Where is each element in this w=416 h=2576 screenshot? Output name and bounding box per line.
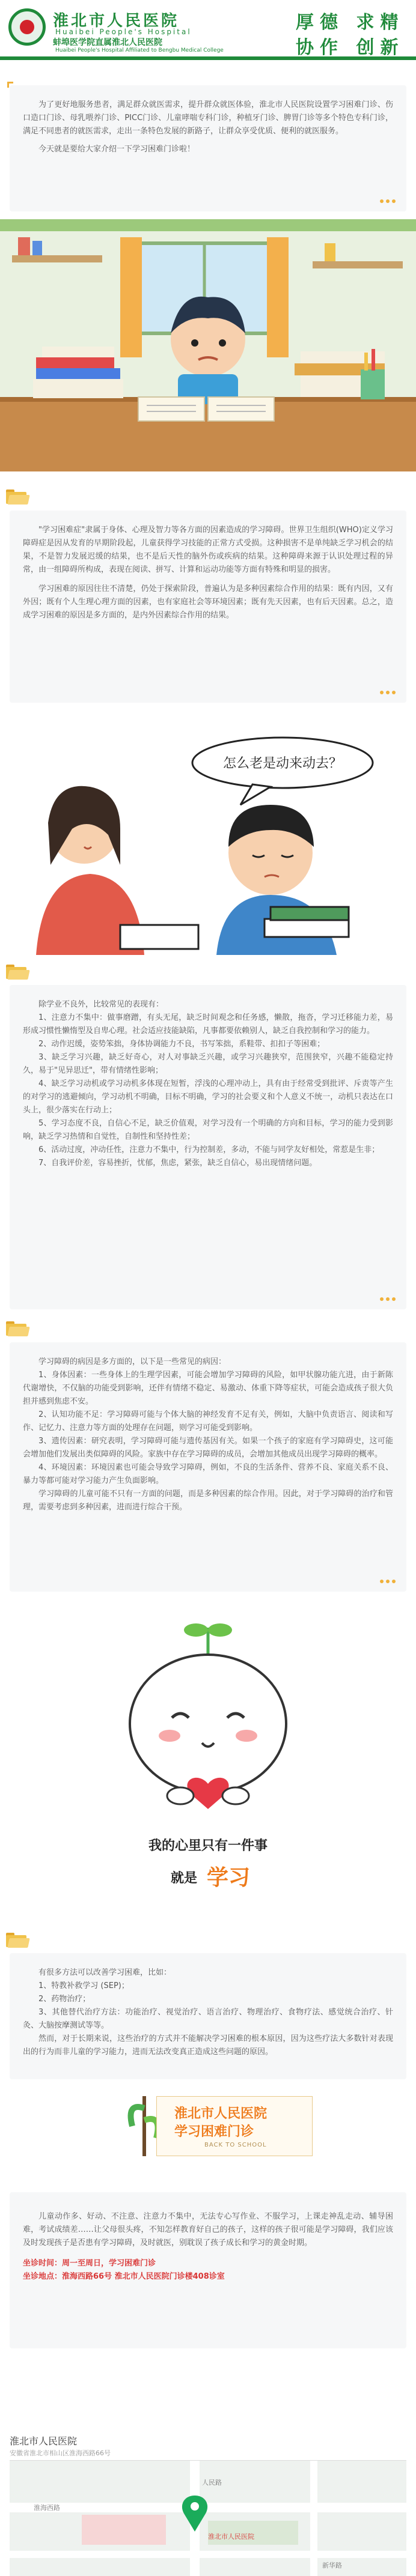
folder-divider-icon <box>6 965 30 980</box>
clinic-place-row <box>23 2270 393 2284</box>
folder-divider-icon <box>6 1321 30 1337</box>
definition-paragraph-2: 学习困难的原因往往不清楚，仍处于探索阶段，普遍认为是多种因素综合作用的结果：既有内因，又有外因；既有个人生理心理方面的因素，也有家庭社会等环境因素；既有先天因素，也有后天因素。总之，造成学习困难的原因是多方面的，是内外因素综合作用的结果。 <box>23 584 393 620</box>
illustration-text-2: 就是 <box>170 1871 198 1886</box>
folder-divider-icon <box>6 1933 30 1948</box>
illustration-mother-child <box>0 727 416 955</box>
treatment-item: 3、其他替代治疗方法：功能治疗、视觉治疗、语言治疗、物理治疗、食物疗法、感觉统合治疗、针灸、大脑按摩测试等等。 <box>23 2008 393 2030</box>
definition-card <box>10 511 406 703</box>
clinic-paragraph: 儿童动作多、好动、不注意、注意力不集中，无法专心写作业、不服学习，上课走神乱走动、辅导困难，考试成绩差……让父母很头疼，不知怎样教育好自己的孩子，这样的孩子很可能是学习障碍，我们应该及时发现孩子是否患有学习障碍，及时就医，别耽误了孩子成长和学习的黄金时期。 <box>23 2212 393 2247</box>
treatment-item: 1、特教补救学习 (SEP)； <box>38 1981 129 1990</box>
symptoms-card <box>10 985 406 1309</box>
hospital-name-en: Huaibei People's Hospital <box>55 28 192 36</box>
symptom-item: 4、缺乏学习动机或学习动机多体现在短暂，浮浅的心理冲动上，具有由于经常受到批评、斥责等产生的对学习的逃避倾向，学习动机不明确，目标不明确，学习的社会要义和个人意义不统一，动机只表达在口头上，很少落实在行动上； <box>23 1079 393 1115</box>
decorative-dots <box>378 194 396 205</box>
decorative-dots <box>378 1292 396 1303</box>
symptom-item: 5、学习态度不良，自信心不足，缺乏价值观，对学习没有一个明确的方向和目标，学习的能力受到影响，缺乏学习热情和自觉性，自制性和坚持性差； <box>23 1119 393 1141</box>
map-road-label: 淮海西路 <box>34 2504 60 2512</box>
cause-item: 4、环境因素：环境因素也可能会导致学习障碍，例如，不良的生活条件、营养不良、家庭关系不良、暴力等都可能对学习能力产生负面影响。 <box>23 1463 393 1485</box>
illustration-boy-studying <box>0 219 416 471</box>
speech-bubble-text: 怎么老是动来动去？ <box>222 756 343 771</box>
map-place-title[interactable]: 淮北市人民医院 <box>10 2435 78 2447</box>
banner-subtitle: BACK TO SCHOOL <box>204 2142 267 2148</box>
definition-paragraph-1: "学习困难症"隶属于身体、心理及智力等各方面的因素造成的学习障碍。世界卫生组织(WHO)定义学习障碍症是因从发育的早期阶段起，儿童获得学习技能的正常方式受损。这种损害不是单纯缺乏学习机会的结果，不是智力发展迟缓的结果，也不是后天性的脑外伤或疾病的结果。这种障碍来源于认识处理过程的异常，由一组障碍所构成，表现在阅读、拼写、计算和运动功能等方面有特殊和明显的损害。 <box>23 526 393 574</box>
clinic-time-label: 坐诊时间： <box>23 2259 63 2268</box>
clinic-place-label: 坐诊地点： <box>23 2272 63 2281</box>
symptoms-intro: 除学业不良外，比较常见的表现有： <box>38 1000 164 1009</box>
hospital-logo-icon <box>8 8 46 46</box>
intro-paragraph-2: 今天就是要给大家介绍一下学习困难门诊啦！ <box>38 145 195 154</box>
symptom-item: 3、缺乏学习兴趣，缺乏好奇心，对人对事缺乏兴趣，或学习兴趣狭窄，范围狭窄，兴趣不能稳定持久，易于"见异思迁"，带有情绪性影响； <box>23 1053 393 1075</box>
symptom-item: 7、自我评价差，容易挫折，忧郁，焦虑，紧张，缺乏自信心，易出现情绪问题。 <box>38 1159 317 1168</box>
cause-item: 1、身体因素：一些身体上的生理学因素，可能会增加学习障碍的风险，如甲状腺功能亢进，由于新陈代谢增快，不仅脑的功能受到影响，还伴有情绪不稳定、易激动、体重下降等症状，可能会造成孩子很大负担并感到焦虑不安。 <box>23 1371 393 1406</box>
decorative-dots <box>378 685 396 697</box>
clinic-info-card <box>10 2192 406 2348</box>
symptom-item: 6、活动过度，冲动任性，注意力不集中，行为控制差，多动，不能与同学友好相处，常惹是生非； <box>38 1145 380 1154</box>
motto-line-2: 协作 创新 <box>296 37 405 58</box>
symptom-item: 2、动作迟缓，姿势笨拙，身体协调能力不良，书写笨拙，系鞋带、扣扣子等困难； <box>38 1040 325 1049</box>
illustration-text-3: 学习 <box>206 1865 251 1890</box>
cause-item: 3、遗传因素：研究表明，学习障碍可能与遗传基因有关。如果一个孩子的家庭有学习障碍史，这可能会增加他们发展出类似障碍的风险。家族中存在学习障碍的成员，会增加其他成员出现学习障碍的概率。 <box>23 1437 393 1459</box>
map-place-address: 安徽省淮北市相山区淮海西路66号 <box>10 2449 111 2457</box>
treatment-outro: 然而，对于长期来说，这些治疗的方式并不能解决学习困难的根本原因，因为这些疗法大多数针对表现出的行为而非儿童的学习能力，进而无法改变真正造成这些问题的原因。 <box>23 2034 393 2056</box>
intro-card <box>10 85 406 211</box>
clinic-time-row <box>23 2257 393 2270</box>
causes-card <box>10 1342 406 1592</box>
quote-mark-icon <box>7 82 13 88</box>
clinic-place-value: 淮海西路66号 淮北市人民医院门诊楼408诊室 <box>62 2272 225 2281</box>
hospital-affiliation-cn: 蚌埠医学院直属淮北人民医院 <box>53 38 162 47</box>
hospital-affiliation-en: Huaibei People's Hospital Affiliated to Bengbu Medical College <box>55 47 224 53</box>
illustration-study-face <box>0 1604 416 1916</box>
map-place-label: 淮北市人民医院 <box>208 2533 254 2541</box>
folder-divider-icon <box>6 489 30 505</box>
clinic-banner <box>120 2090 301 2162</box>
map-road-label: 新华路 <box>322 2562 342 2569</box>
hospital-header <box>0 0 416 60</box>
hospital-name-cn: 淮北市人民医院 <box>53 12 180 30</box>
symptom-item: 1、注意力不集中：做事磨蹭，有头无尾，缺乏时间观念和任务感，懒散，拖沓，学习迁移能力差，易形成习惯性懒惰型及自卑心理。社会适应技能缺陷，凡事都要依赖别人，缺乏自我控制和学习的能力。 <box>23 1013 393 1035</box>
treatment-intro: 有很多方法可以改善学习困难，比如： <box>38 1968 172 1977</box>
location-map[interactable] <box>10 2460 406 2576</box>
motto-line-1: 厚德 求精 <box>296 12 405 33</box>
decorative-dots <box>378 1574 396 1586</box>
banner-clinic-name: 学习困难门诊 <box>174 2124 254 2139</box>
causes-intro: 学习障碍的病因是多方面的，以下是一些常见的病因： <box>38 1357 227 1366</box>
treatment-card <box>10 1953 406 2079</box>
intro-paragraph-1: 为了更好地服务患者，满足群众就医需求，提升群众就医体验，淮北市人民医院设置学习困难门诊、伤口造口门诊、母乳喂养门诊、PICC门诊、儿童哮喘专科门诊，种植牙门诊、脾胃门诊等多个特色专科门诊，满足不同患者的就医需求，走出一条特色发展的新路子，让群众享受优质、便利的就医服务。 <box>23 100 393 136</box>
map-road-label: 人民路 <box>202 2479 222 2487</box>
treatment-item: 2、药物治疗； <box>38 1995 91 2004</box>
illustration-text-1: 我的心里只有一件事 <box>148 1838 268 1853</box>
causes-outro: 学习障碍的儿童可能不只有一方面的问题，而是多种因素的综合作用。因此，对于学习障碍的治疗和管理，需要考虑到多种因素，进而进行综合干预。 <box>23 1490 393 1512</box>
banner-hospital-name: 淮北市人民医院 <box>174 2106 268 2121</box>
cause-item: 2、认知功能不足：学习障碍可能与个体大脑的神经发育不足有关，例如，大脑中负责语言、阅读和写作、记忆力、注意力等方面的处理存在问题，则学习可能受到影响。 <box>23 1410 393 1432</box>
clinic-time-value: 周一至周日，学习困难门诊 <box>62 2259 156 2268</box>
